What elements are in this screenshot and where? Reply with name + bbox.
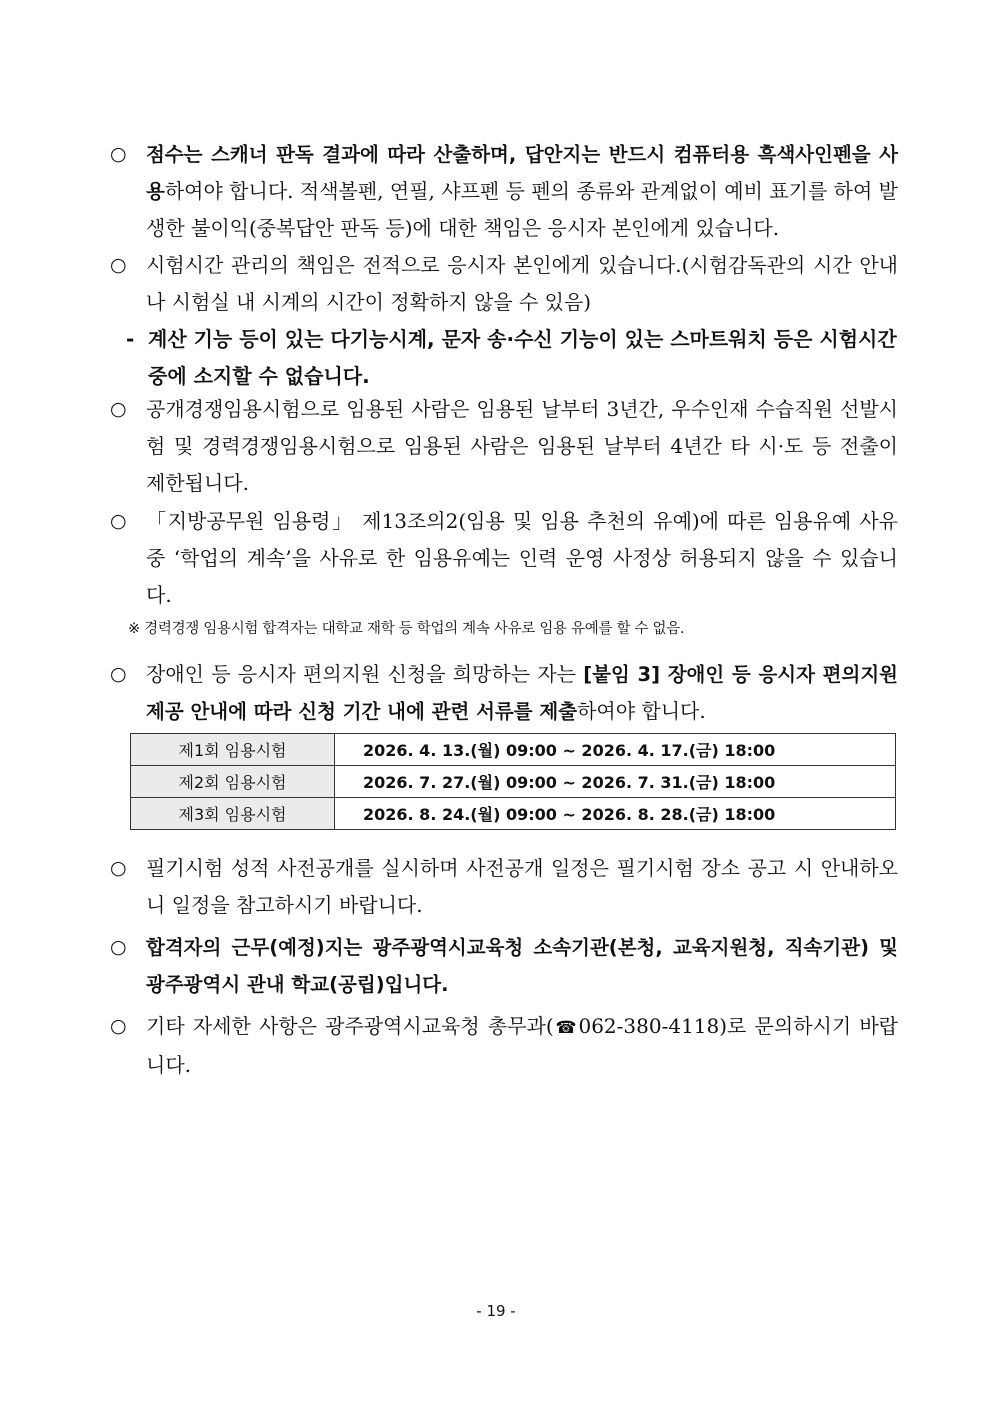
schedule-label: 제3회 임용시험 <box>131 798 335 830</box>
bullet-circle: ○ <box>110 398 127 420</box>
bullet-circle: ○ <box>110 936 127 958</box>
bullet-circle: ○ <box>110 510 127 532</box>
table-row <box>131 766 896 798</box>
item-text: 하여야 합니다. 적색볼펜, 연필, 샤프펜 등 펜의 종류와 관계없이 예비 표기를 하여 발생한 불이익(중복답안 판독 등)에 대한 책임은 응시자 본인에게 있습니다. <box>146 179 898 240</box>
schedule-label: 제2회 임용시험 <box>131 766 335 798</box>
item-bold-text: 점수는 스캐너 판독 결과에 따라 산출하며, 답안지는 반드시 컴퓨터용 흑색사인펜을 사용 <box>146 143 898 203</box>
bullet-circle: ○ <box>110 1015 127 1037</box>
item-bold-text: [붙임 3] 장애인 등 응시자 편의지원 제공 안내에 따라 신청 기간 내에 관련 서류를 제출 <box>146 663 898 723</box>
item-text: 「지방공무원 임용령」 제13조의2(임용 및 임용 추천의 유예)에 따른 임용유예 사유 중 ‘학업의 계속’을 사유로 한 임용유예는 인력 운영 사정상 허용되지 않을 수 있습니다. <box>146 509 898 607</box>
item-text: 하여야 합니다. <box>577 699 706 723</box>
application-schedule-table <box>130 733 896 830</box>
schedule-range: 2026. 8. 24.(월) 09:00 ~ 2026. 8. 28.(금) 18:00 <box>335 798 896 830</box>
item-text: )로 문의하시기 바랍니다. <box>146 1014 898 1077</box>
item-bold-text: 합격자의 근무(예정)지는 광주광역시교육청 소속기관(본청, 교육지원청, 직속기관) 및 광주광역시 관내 학교(공립)입니다. <box>146 936 898 996</box>
phone-icon: ☎ <box>553 1018 579 1038</box>
item-text: 필기시험 성적 사전공개를 실시하며 사전공개 일정은 필기시험 장소 공고 시 안내하오니 일정을 참고하시기 바랍니다. <box>146 856 898 917</box>
schedule-label: 제1회 임용시험 <box>131 734 335 766</box>
table-row <box>131 734 896 766</box>
note-text: ※ 경력경쟁 임용시험 합격자는 대학교 재학 등 학업의 계속 사유로 임용 유예를 할 수 없음. <box>128 621 685 637</box>
bullet-circle: ○ <box>110 143 127 165</box>
notice-item-deferral <box>110 503 898 614</box>
subitem-bold-text: 계산 기능 등이 있는 다기능시계, 문자 송·수신 기능이 있는 스마트워치 등은 시험시간 중에 소지할 수 없습니다. <box>148 327 897 388</box>
notice-item-score-disclosure <box>110 850 898 924</box>
bullet-circle: ○ <box>110 663 127 685</box>
item-text: 장애인 등 응시자 편의지원 신청을 희망하는 자는 <box>146 662 584 686</box>
bullet-circle: ○ <box>110 857 127 879</box>
notice-item-score <box>110 136 898 247</box>
notice-item-accommodation <box>110 656 898 730</box>
schedule-range: 2026. 7. 27.(월) 09:00 ~ 2026. 7. 31.(금) 18:00 <box>335 766 896 798</box>
notice-item-workplace <box>110 929 898 1003</box>
item-text: 공개경쟁임용시험으로 임용된 사람은 임용된 날부터 3년간, 우수인재 수습직원 선발시험 및 경력경쟁임용시험으로 임용된 사람은 임용된 날부터 4년간 타 시·도 등 전출이 제한됩니다. <box>146 397 898 495</box>
notice-item-contact <box>110 1008 898 1084</box>
notice-item-transfer <box>110 391 898 502</box>
bullet-circle: ○ <box>110 254 127 276</box>
item-text: 시험시간 관리의 책임은 전적으로 응시자 본인에게 있습니다.(시험감독관의 시간 안내나 시험실 내 시계의 시간이 정확하지 않을 수 있음) <box>146 253 898 314</box>
table-row <box>131 798 896 830</box>
notice-subitem-watch <box>126 321 898 395</box>
dash-mark: - <box>126 327 135 351</box>
page-number: - 19 - <box>476 1302 516 1320</box>
schedule-range: 2026. 4. 13.(월) 09:00 ~ 2026. 4. 17.(금) 18:00 <box>335 734 896 766</box>
notice-item-time <box>110 247 898 321</box>
item-text: 기타 자세한 사항은 광주광역시교육청 총무과( <box>146 1014 554 1038</box>
phone-number: 062-380-4118 <box>578 1014 720 1038</box>
